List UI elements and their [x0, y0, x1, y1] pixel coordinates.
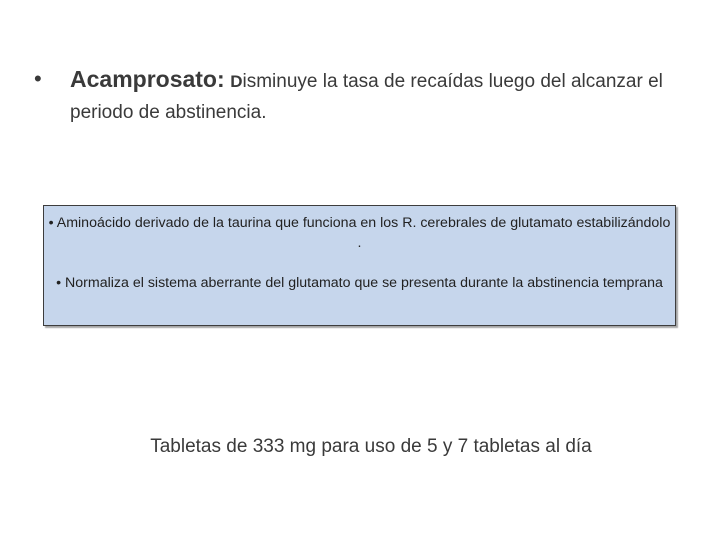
dosage-footer	[0, 434, 728, 460]
info-box-line-2: • Normaliza el sistema aberrante del glutamato que se presenta durante la abstinencia temprana	[56, 275, 663, 291]
description-text: isminuye la tasa de recaídas luego del alcanzar el periodo de abstinencia.	[70, 71, 663, 123]
term-acamprosato: Acamprosato:	[70, 66, 225, 92]
main-bullet-text	[70, 64, 684, 128]
info-box-line-1: • Aminoácido derivado de la taurina que funciona en los R. cerebrales de glutamato estabilizándolo .	[48, 215, 671, 251]
main-bullet	[34, 64, 684, 128]
info-box-spacer	[48, 253, 671, 273]
bullet-dot: •	[34, 66, 42, 91]
info-box	[43, 205, 676, 326]
description-initial: D	[230, 72, 243, 91]
dosage-text: Tabletas de 333 mg para uso de 5 y 7 tabletas al día	[150, 436, 592, 457]
